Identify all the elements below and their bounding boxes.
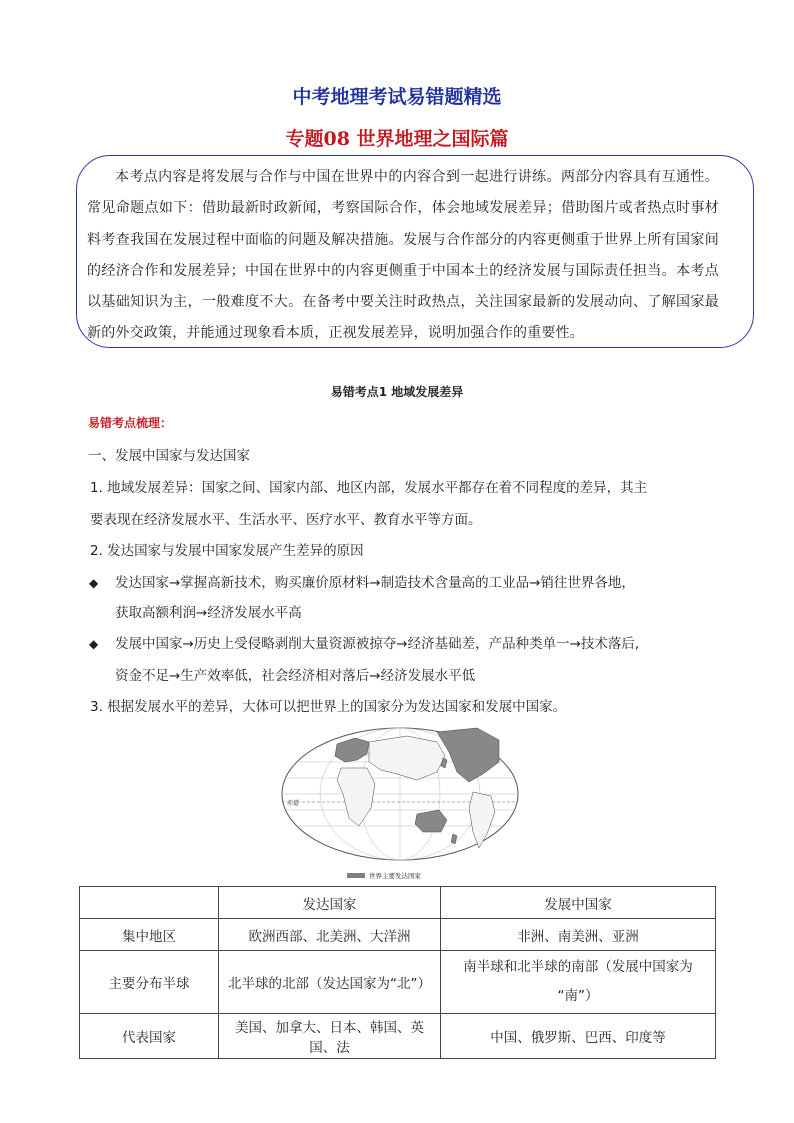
legend-swatch [347, 873, 365, 878]
cell-line: “南”） [557, 988, 599, 1004]
table-row [80, 919, 716, 951]
comparison-table [79, 886, 716, 1059]
part-heading: 一、发展中国家与发达国家 [88, 448, 250, 464]
table-cell [441, 951, 716, 1014]
row-label: 集中地区 [80, 919, 219, 951]
table-header-row [80, 887, 716, 919]
world-map-figure [277, 722, 523, 882]
topic-title: 专题08 世界地理之国际篇 [285, 128, 509, 150]
bullet-1-line-1: 发达国家→掌握高新技术，购买廉价原材料→制造技术含量高的工业品→销往世界各地， [115, 575, 635, 591]
map-legend-label: 世界主要发达国家 [369, 872, 421, 880]
equator-label: 赤道 [287, 800, 300, 807]
page-title: 中考地理考试易错题精选 [292, 86, 502, 108]
table-cell: 中国、俄罗斯、巴西、印度等 [441, 1014, 716, 1059]
world-map [277, 722, 523, 882]
intro-paragraph: 本考点内容是将发展与合作与中国在世界中的内容合到一起进行讲练。两部分内容具有互通性。常见命题点如下：借助最新时政新闻，考察国际合作，体会地域发展差异；借助图片或者热点时事材料考查我国在发展过程中面临的问题及解决措施。发展与合作部分的内容更侧重于世界上所有国家间的经济合作和发展差异；中国在世界中的内容更侧重于中国本土的经济发展与国际责任担当。本考点以基础知识为主，一般难度不大。在备考中要关注时政热点，关注国家最新的发展动向、了解国家最新的外交政策，并能通过现象看本质，正视发展差异，说明加强合作的重要性。 [87, 169, 719, 342]
cell-line: 南半球和北半球的南部（发展中国家为 [463, 959, 693, 975]
section-title: 易错考点1 地域发展差异 [330, 385, 464, 399]
item-1-line-1: 1. 地域发展差异：国家之间、国家内部、地区内部，发展水平都存在着不同程度的差异，其主 [90, 480, 648, 496]
bullet-2-line-2: 资金不足→生产效率低，社会经济相对落后→经济发展水平低 [115, 668, 476, 684]
table-cell: 美国、加拿大、日本、韩国、英国、法 [219, 1014, 441, 1059]
table-header-cell: 发展中国家 [441, 887, 716, 919]
section-subheading: 易错考点梳理： [88, 416, 173, 430]
item-1-line-2: 要表现在经济发展水平、生活水平、医疗水平、教育水平等方面。 [90, 512, 482, 528]
table-cell: 北半球的北部（发达国家为“北”） [219, 951, 441, 1014]
table-row [80, 1014, 716, 1059]
bullet-2-line-1: 发展中国家→历史上受侵略剥削大量资源被掠夺→经济基础差，产品种类单一→技术落后, [115, 636, 640, 652]
table-cell: 非洲、南美洲、亚洲 [441, 919, 716, 951]
row-label: 主要分布半球 [80, 951, 219, 1014]
item-2: 2. 发达国家与发展中国家发展产生差异的原因 [90, 543, 364, 559]
diamond-bullet-icon: ◆ [89, 637, 99, 651]
table-header-cell [80, 887, 219, 919]
item-3: 3. 根据发展水平的差异，大体可以把世界上的国家分为发达国家和发展中国家。 [90, 699, 567, 715]
bullet-1-line-2: 获取高额利润→经济发展水平高 [115, 605, 302, 621]
table-row [80, 951, 716, 1014]
table-cell: 欧洲西部、北美洲、大洋洲 [219, 919, 441, 951]
diamond-bullet-icon: ◆ [89, 576, 99, 590]
table-header-cell: 发达国家 [219, 887, 441, 919]
row-label: 代表国家 [80, 1014, 219, 1059]
